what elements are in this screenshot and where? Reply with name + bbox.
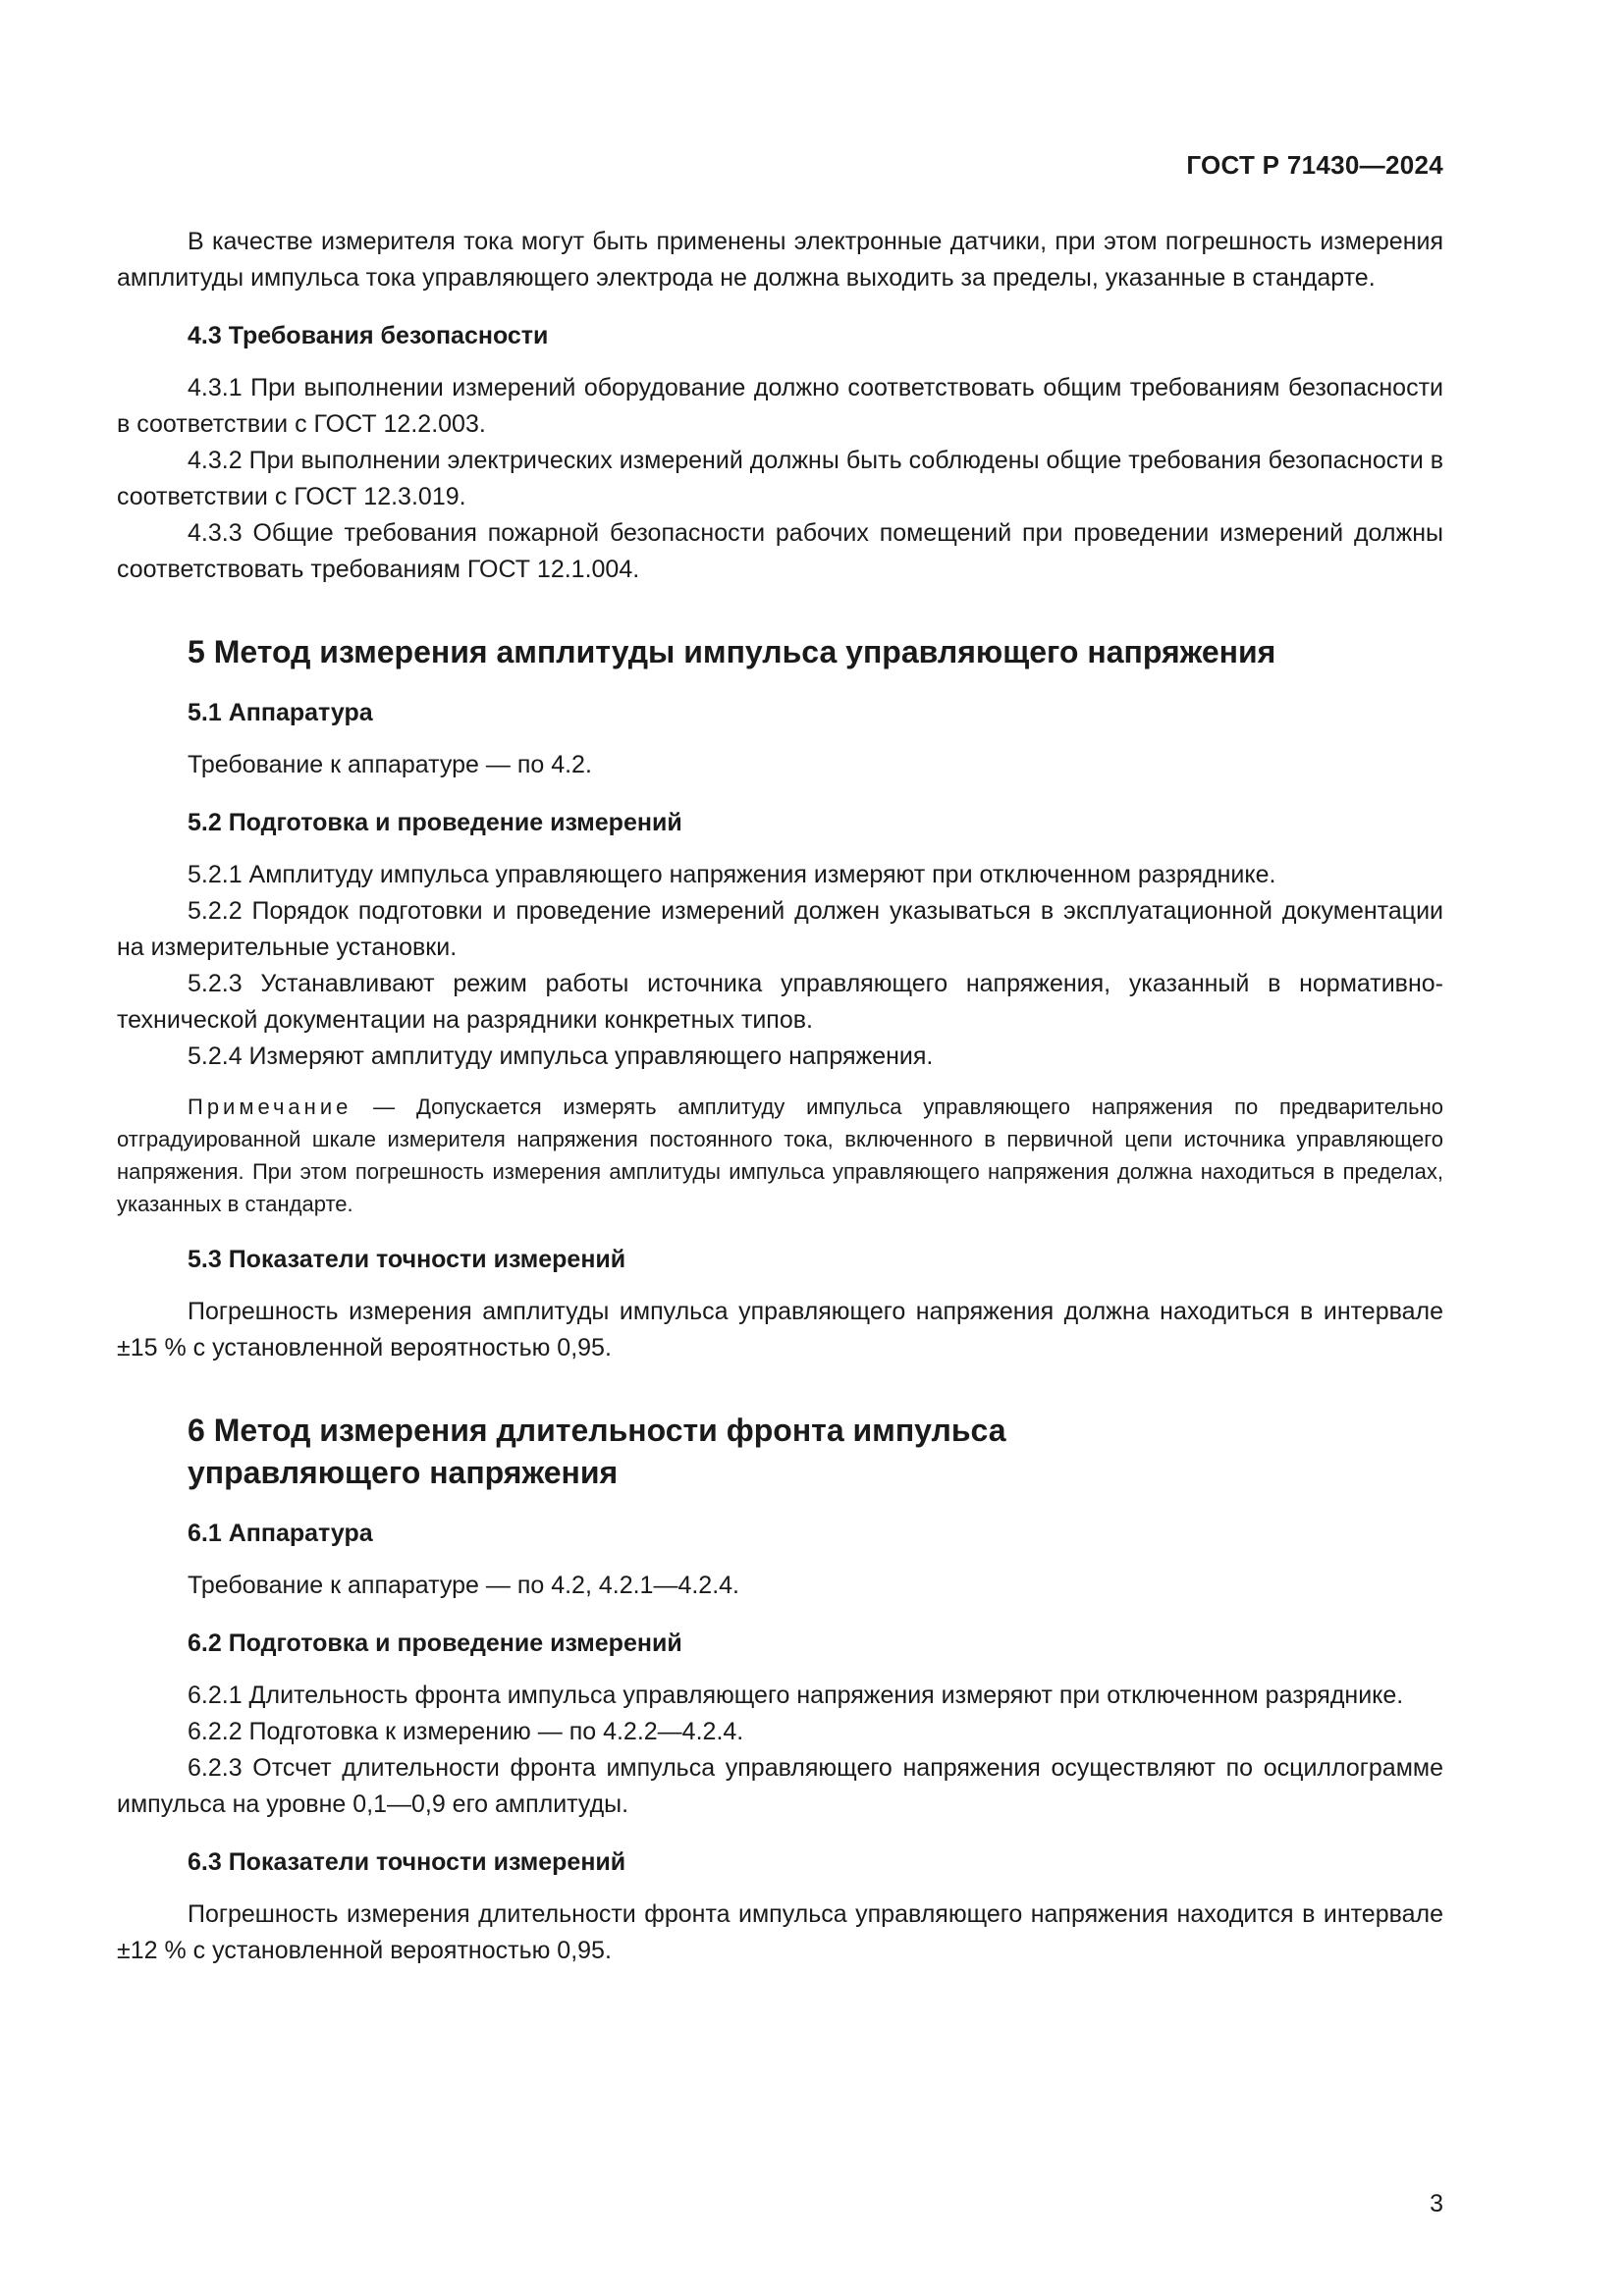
paragraph-5-2-3: 5.2.3 Устанавливают режим работы источника управляющего напряжения, указанный в нормативно-технической документации на разрядники конкретных типов. <box>117 970 1443 1034</box>
document-body <box>117 224 1443 1969</box>
paragraph-5-2-2: 5.2.2 Порядок подготовки и проведение измерений должен указываться в эксплуатационной документации на измерительные установки. <box>117 897 1443 961</box>
paragraph-intro: В качестве измерителя тока могут быть применены электронные датчики, при этом погрешность измерения амплитуды импульса тока управляющего электрода не должна выходить за пределы, указанные в стандарте. <box>117 228 1443 292</box>
heading-6-3: 6.3 Показатели точности измерений <box>188 1848 626 1876</box>
heading-6-1: 6.1 Аппаратура <box>188 1520 373 1547</box>
heading-5-3: 5.3 Показатели точности измерений <box>188 1246 626 1273</box>
document-code-header: ГОСТ Р 71430—2024 <box>1186 150 1443 180</box>
paragraph-6-2-2: 6.2.2 Подготовка к измерению — по 4.2.2—4.2.4. <box>188 1718 744 1745</box>
note-label: Примечание <box>188 1095 352 1119</box>
paragraph-6-2-3: 6.2.3 Отсчет длительности фронта импульса управляющего напряжения осуществляют по осциллограмме импульса на уровне 0,1—0,9 его амплитуды. <box>117 1754 1443 1818</box>
heading-section-6-line-1: 6 Метод измерения длительности фронта импульса <box>188 1413 1006 1448</box>
paragraph-6-1: Требование к аппаратуре — по 4.2, 4.2.1—4.2.4. <box>188 1572 739 1599</box>
heading-4-3: 4.3 Требования безопасности <box>188 322 549 349</box>
page-number: 3 <box>1430 2190 1443 2217</box>
paragraph-5-3: Погрешность измерения амплитуды импульса управляющего напряжения должна находиться в интервале ±15 % с установленной вероятностью 0,95. <box>117 1298 1443 1362</box>
note-5-2 <box>117 1091 1443 1220</box>
heading-section-5: 5 Метод измерения амплитуды импульса управляющего напряжения <box>188 634 1276 669</box>
heading-6-2: 6.2 Подготовка и проведение измерений <box>188 1629 682 1657</box>
paragraph-5-2-1: 5.2.1 Амплитуду импульса управляющего напряжения измеряют при отключенном разряднике. <box>188 861 1276 888</box>
paragraph-4-3-3: 4.3.3 Общие требования пожарной безопасности рабочих помещений при проведении измерений должны соответствовать требованиям ГОСТ 12.1.004. <box>117 519 1443 583</box>
paragraph-6-3: Погрешность измерения длительности фронта импульса управляющего напряжения находится в интервале ±12 % с установленной вероятностью 0,95. <box>117 1900 1443 1964</box>
heading-5-1: 5.1 Аппаратура <box>188 699 373 726</box>
paragraph-4-3-1: 4.3.1 При выполнении измерений оборудование должно соответствовать общим требованиям безопасности в соответствии с ГОСТ 12.2.003. <box>117 374 1443 438</box>
paragraph-5-1: Требование к аппаратуре — по 4.2. <box>188 751 592 778</box>
note-text: — Допускается измерять амплитуду импульса управляющего напряжения по предварительно отградуированной шкале измерителя напряжения постоянного тока, включенного в первичной цепи источника управляющего напряжения. При этом погрешность измерения амплитуды импульса управляющего напряжения должна находиться в пределах, указанных в стандарте. <box>117 1095 1443 1216</box>
paragraph-6-2-1: 6.2.1 Длительность фронта импульса управляющего напряжения измеряют при отключенном разряднике. <box>188 1682 1404 1709</box>
paragraph-5-2-4: 5.2.4 Измеряют амплитуду импульса управляющего напряжения. <box>188 1042 934 1070</box>
paragraph-4-3-2: 4.3.2 При выполнении электрических измерений должны быть соблюдены общие требования безопасности в соответствии с ГОСТ 12.3.019. <box>117 447 1443 510</box>
heading-5-2: 5.2 Подготовка и проведение измерений <box>188 809 682 836</box>
heading-section-6-line-2: управляющего напряжения <box>188 1455 619 1490</box>
